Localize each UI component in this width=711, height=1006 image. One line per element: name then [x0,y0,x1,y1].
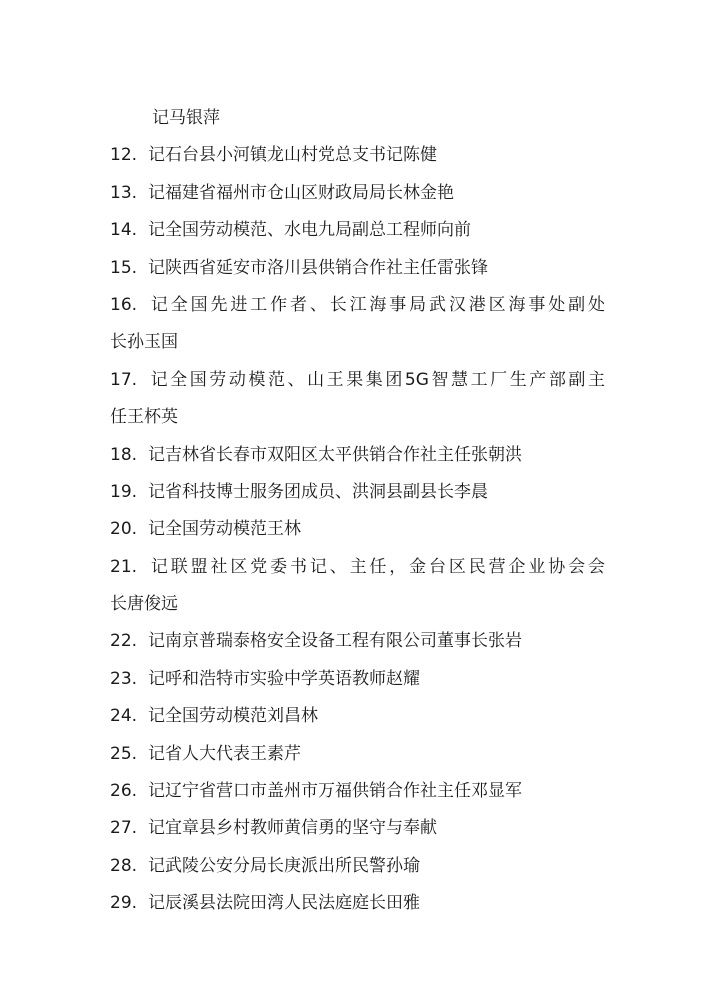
item-number: 28. [110,855,138,876]
toc-item-18 [110,437,605,474]
item-number: 14. [110,220,138,241]
item-number: 24. [110,706,138,727]
toc-item-25 [110,736,605,773]
item-text: 记全国劳动模范、水电九局副总工程师向前 [148,220,471,241]
toc-item-21-continuation [110,586,605,623]
item-number: 15. [110,257,138,278]
item-text: 记辰溪县法院田湾人民法庭庭长田雅 [148,893,420,914]
toc-item-13 [110,175,605,212]
toc-item-19 [110,474,605,511]
item-text: 记省人大代表王素芹 [148,743,301,764]
item-text: 记联盟社区党委书记、主任，金台区民营企业协会会 [148,556,605,577]
toc-item-15 [110,250,605,287]
item-number: 12. [110,145,138,166]
item-text: 记石台县小河镇龙山村党总支书记陈健 [148,145,437,166]
item-number: 23. [110,668,138,689]
item-number: 21. [110,556,138,577]
item-text: 记省科技博士服务团成员、洪洞县副县长李晨 [148,481,488,502]
item-number: 19. [110,481,138,502]
continuation-text: 记马银萍 [152,108,220,128]
item-text: 记吉林省长春市双阳区太平供销合作社主任张朝洪 [148,444,522,465]
item-number: 17. [110,369,138,390]
item-number: 29. [110,893,138,914]
item-text: 记全国劳动模范王林 [148,519,301,540]
toc-item-16 [110,287,605,324]
item-number: 27. [110,818,138,839]
item-text: 记福建省福州市仓山区财政局局长林金艳 [148,182,454,203]
item-text: 记全国劳动模范刘昌林 [148,706,318,727]
item-number: 13. [110,182,138,203]
item-text: 记全国劳动模范、山王果集团5G智慧工厂生产部副主 [148,369,605,390]
toc-item-17 [110,362,605,399]
toc-item-28 [110,848,605,885]
item-text: 记宜章县乡村教师黄信勇的坚守与奉献 [148,818,437,839]
item-text: 记武陵公安分局长庚派出所民警孙瑜 [148,855,420,876]
item-text: 记全国先进工作者、长江海事局武汉港区海事处副处 [148,294,605,315]
toc-item-21 [110,549,605,586]
item-text: 记辽宁省营口市盖州市万福供销合作社主任邓显军 [148,781,522,802]
item-number: 18. [110,444,138,465]
item-text: 记呼和浩特市实验中学英语教师赵耀 [148,668,420,689]
toc-item-26 [110,773,605,810]
item-number: 25. [110,743,138,764]
toc-item-29 [110,885,605,922]
item-number: 26. [110,781,138,802]
item-number: 22. [110,631,138,652]
continuation-line [110,100,605,137]
toc-item-20 [110,511,605,548]
item-number: 20. [110,519,138,540]
toc-item-14 [110,212,605,249]
toc-item-12 [110,137,605,174]
item-text: 记南京普瑞泰格安全设备工程有限公司董事长张岩 [148,631,522,652]
toc-item-22 [110,623,605,660]
toc-item-27 [110,810,605,847]
item-text-continuation: 任王杯英 [110,407,178,428]
item-text-continuation: 长孙玉国 [110,332,178,353]
toc-item-24 [110,698,605,735]
toc-item-16-continuation [110,324,605,361]
toc-item-23 [110,661,605,698]
item-number: 16. [110,294,138,315]
toc-item-17-continuation [110,399,605,436]
toc-list [110,100,605,923]
item-text-continuation: 长唐俊远 [110,594,178,615]
item-text: 记陕西省延安市洛川县供销合作社主任雷张锋 [148,257,488,278]
